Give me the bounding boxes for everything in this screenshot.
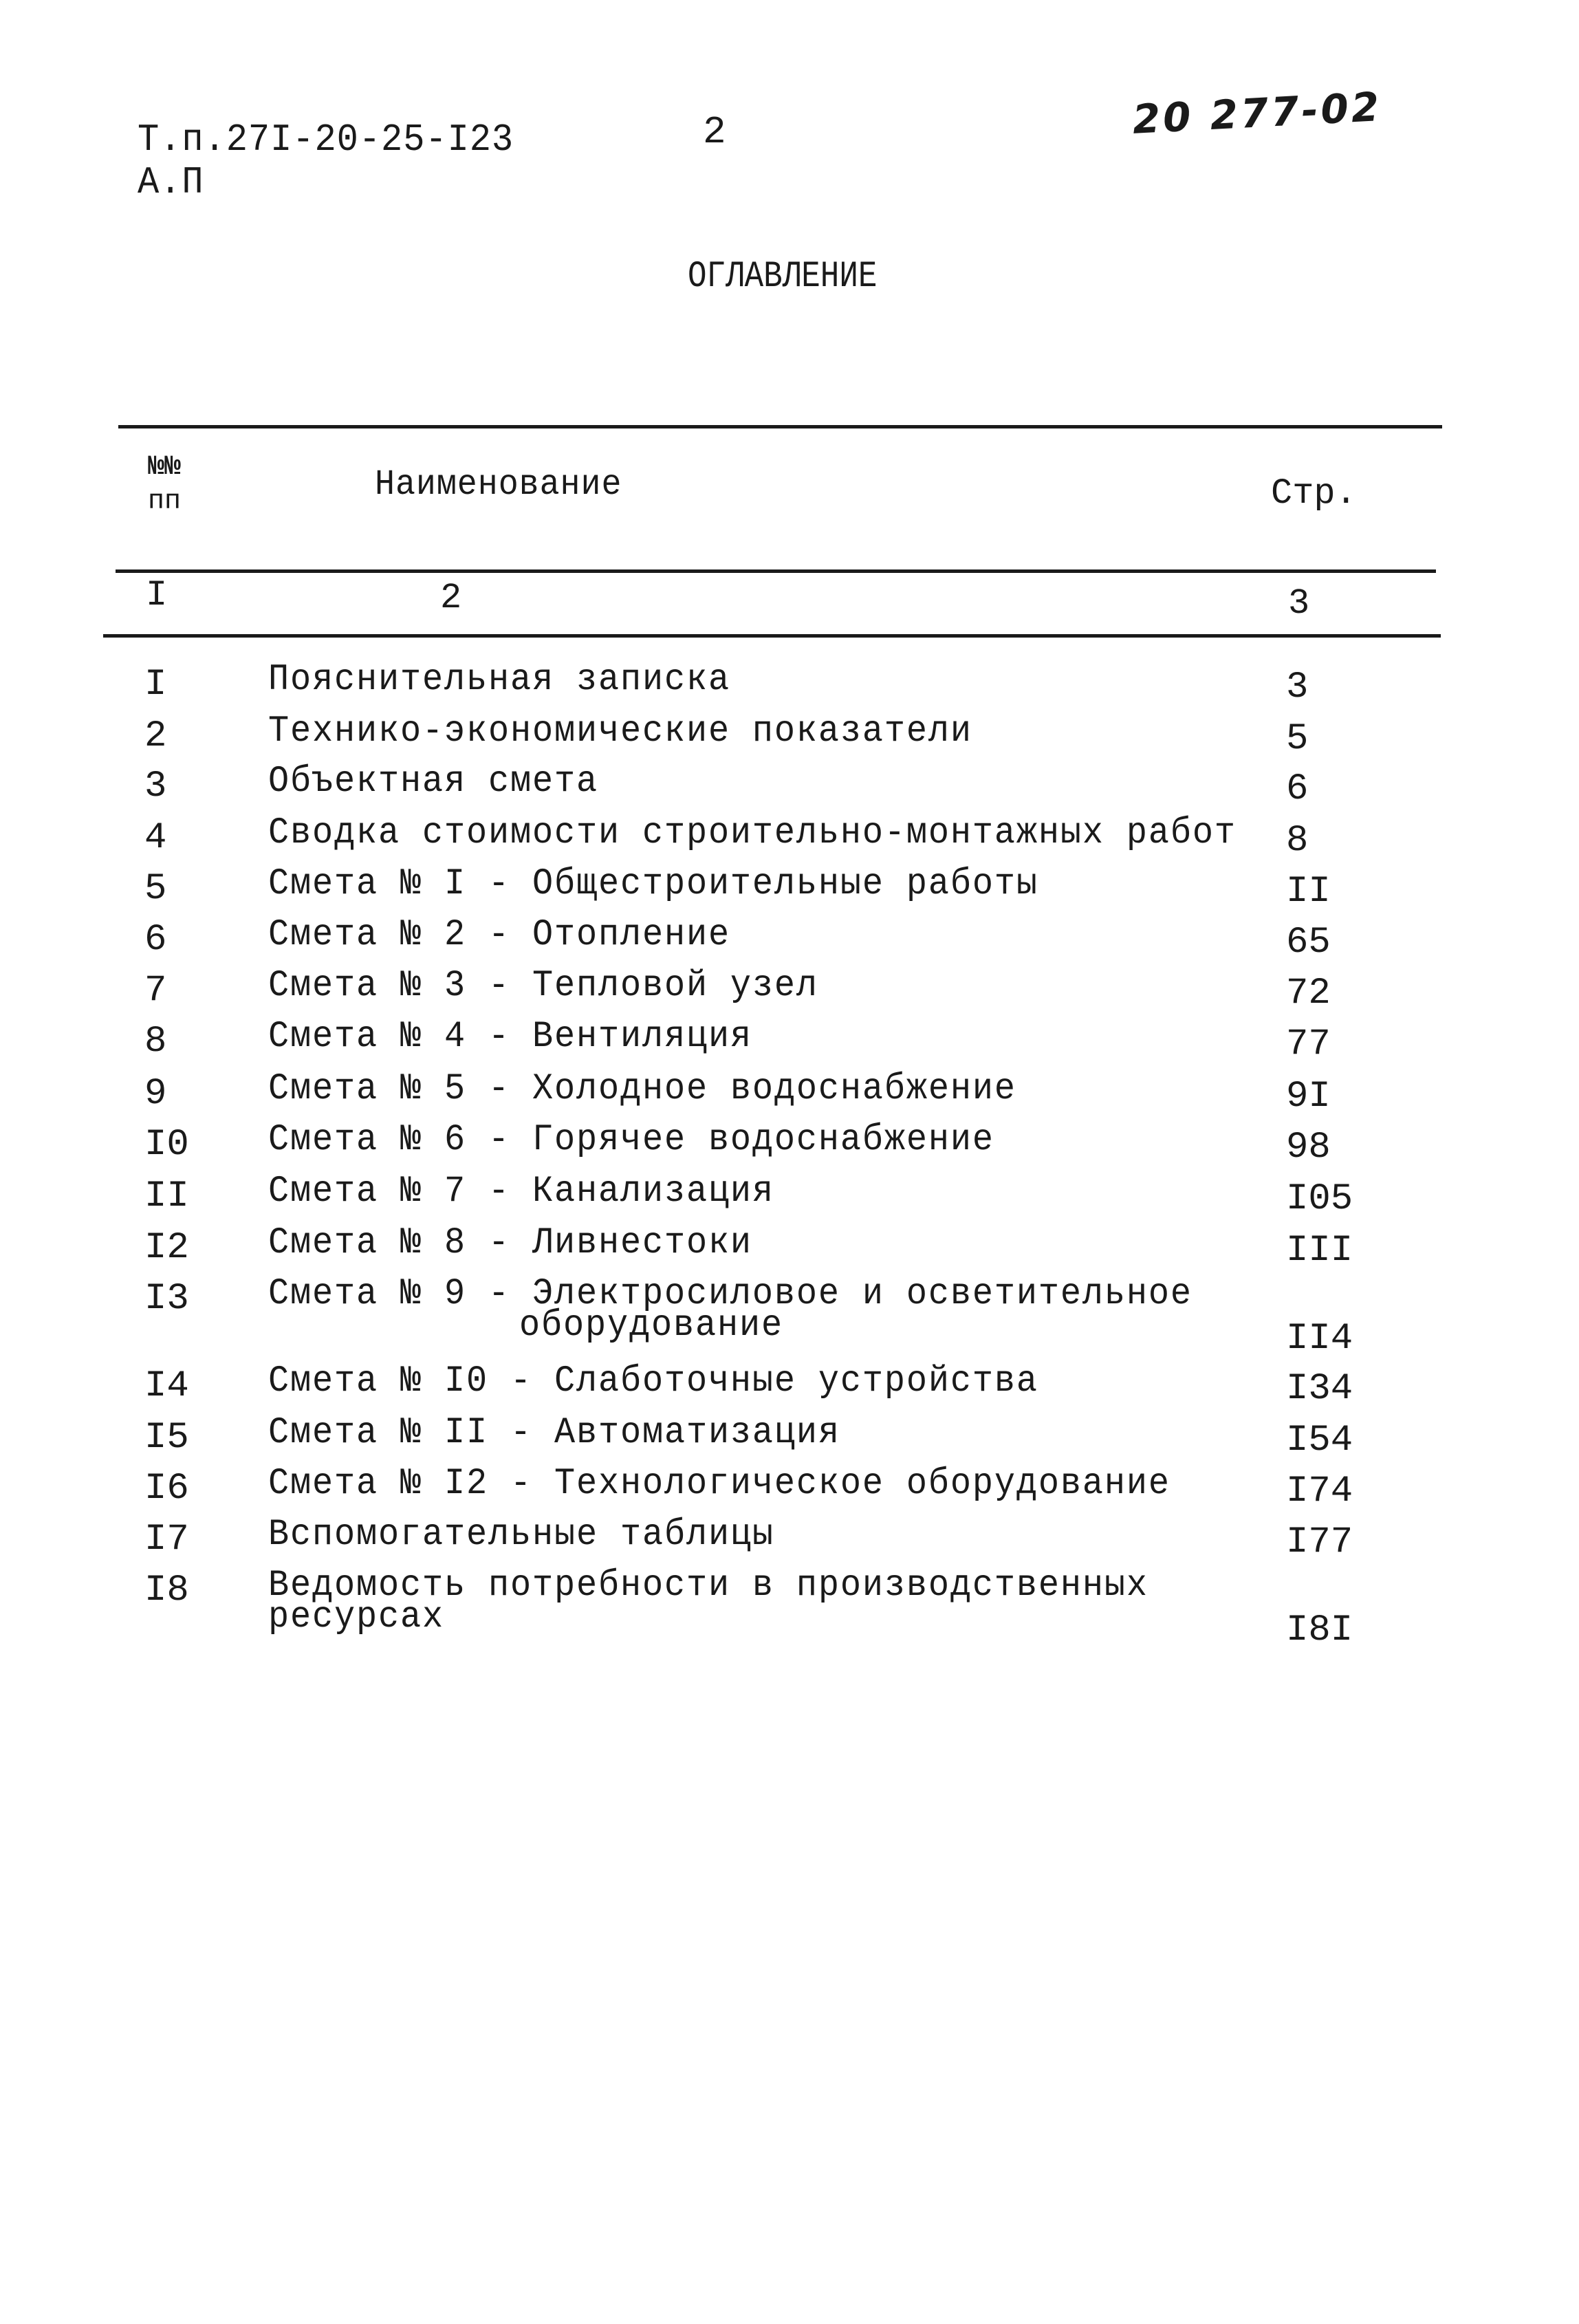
toc-row-number: II [144, 1175, 189, 1217]
header-bottom-rule [116, 569, 1436, 573]
toc-row-number: 3 [144, 765, 167, 807]
toc-row-title: Смета № 3 - Тепловой узел [268, 965, 818, 1007]
column-index-3: 3 [1288, 583, 1310, 624]
toc-row-title: Смета № I - Общестроительные работы [268, 863, 1038, 905]
document-code-line1: Т.п.27I-20-25-I23 [138, 118, 514, 162]
toc-row-title: Смета № 9 - Электросиловое и осветительное [268, 1273, 1193, 1315]
column-index-1: I [146, 575, 168, 616]
toc-row-number: 5 [144, 868, 167, 910]
toc-row-title-continued: оборудование [519, 1305, 783, 1347]
toc-row-page: I34 [1286, 1368, 1353, 1410]
toc-row-page: II [1286, 871, 1331, 913]
page-title: ОГЛАВЛЕНИЕ [688, 256, 878, 298]
toc-row-number: I2 [144, 1227, 189, 1269]
document-code [138, 118, 514, 204]
toc-row-page: 3 [1286, 666, 1309, 708]
toc-row-page: II4 [1286, 1318, 1353, 1360]
toc-row-title: Вспомогательные таблицы [268, 1514, 774, 1556]
toc-row-title: Смета № I0 - Слаботочные устройства [268, 1360, 1038, 1402]
toc-row-page: I77 [1286, 1521, 1353, 1563]
toc-row-number: I0 [144, 1124, 189, 1166]
column-header-page: Стр. [1271, 473, 1357, 514]
toc-row-page: I8I [1286, 1609, 1353, 1651]
toc-row-number: I [144, 664, 167, 706]
toc-row-page: 65 [1286, 922, 1331, 964]
toc-row-number: I5 [144, 1417, 189, 1459]
toc-row-number: 9 [144, 1073, 167, 1115]
toc-row-title: Смета № 6 - Горячее водоснабжение [268, 1119, 994, 1161]
toc-row-page: 72 [1286, 973, 1331, 1014]
toc-row-page: 8 [1286, 820, 1309, 862]
toc-row-number: I4 [144, 1365, 189, 1407]
toc-row-title: Смета № 5 - Холодное водоснабжение [268, 1068, 1016, 1110]
toc-row-title: Сводка стоимости строительно-монтажных работ [268, 812, 1237, 854]
document-code-line2: А.П [138, 160, 204, 204]
toc-row-page: I54 [1286, 1420, 1353, 1462]
toc-row-title: Объектная смета [268, 761, 598, 803]
toc-row-number: 7 [144, 970, 167, 1012]
toc-row-page: I74 [1286, 1470, 1353, 1512]
toc-row-number: 2 [144, 715, 167, 757]
toc-row-title: Смета № 8 - Ливнестоки [268, 1222, 752, 1264]
column-header-number-line1: №№ [148, 452, 182, 483]
toc-row-title: Смета № I2 - Технологическое оборудование [268, 1463, 1170, 1505]
toc-row-title: Смета № 4 - Вентиляция [268, 1016, 752, 1058]
column-index-2: 2 [440, 578, 462, 618]
column-header-number-line2: пп [148, 486, 182, 517]
toc-row-title: Смета № II - Автоматизация [268, 1412, 840, 1454]
table-top-rule [118, 425, 1442, 428]
toc-row-page: 77 [1286, 1023, 1331, 1065]
toc-row-number: I8 [144, 1570, 189, 1611]
toc-row-page: 98 [1286, 1127, 1331, 1169]
toc-row-title: Смета № 7 - Канализация [268, 1171, 774, 1213]
handwritten-number: 20 277-02 [1131, 83, 1383, 143]
page-number: 2 [703, 110, 726, 154]
toc-row-page: 5 [1286, 718, 1309, 760]
toc-row-page: I05 [1286, 1178, 1353, 1220]
toc-row-number: I3 [144, 1278, 189, 1320]
toc-row-title: Технико-экономические показатели [268, 710, 972, 752]
toc-row-page: 9I [1286, 1076, 1331, 1118]
toc-row-number: I6 [144, 1468, 189, 1510]
column-header-name: Наименование [375, 464, 622, 505]
toc-row-page: III [1286, 1230, 1353, 1272]
toc-row-number: 4 [144, 817, 167, 859]
toc-row-number: I7 [144, 1519, 189, 1561]
toc-row-title: Пояснительная записка [268, 659, 730, 701]
toc-row-page: 6 [1286, 768, 1309, 810]
index-row-bottom-rule [103, 634, 1441, 638]
toc-row-title-continued: ресурсах [268, 1596, 444, 1638]
toc-row-number: 6 [144, 919, 167, 961]
toc-row-title: Смета № 2 - Отопление [268, 914, 730, 956]
toc-row-number: 8 [144, 1021, 167, 1063]
toc-row-title: Ведомость потребности в производственных [268, 1565, 1148, 1607]
